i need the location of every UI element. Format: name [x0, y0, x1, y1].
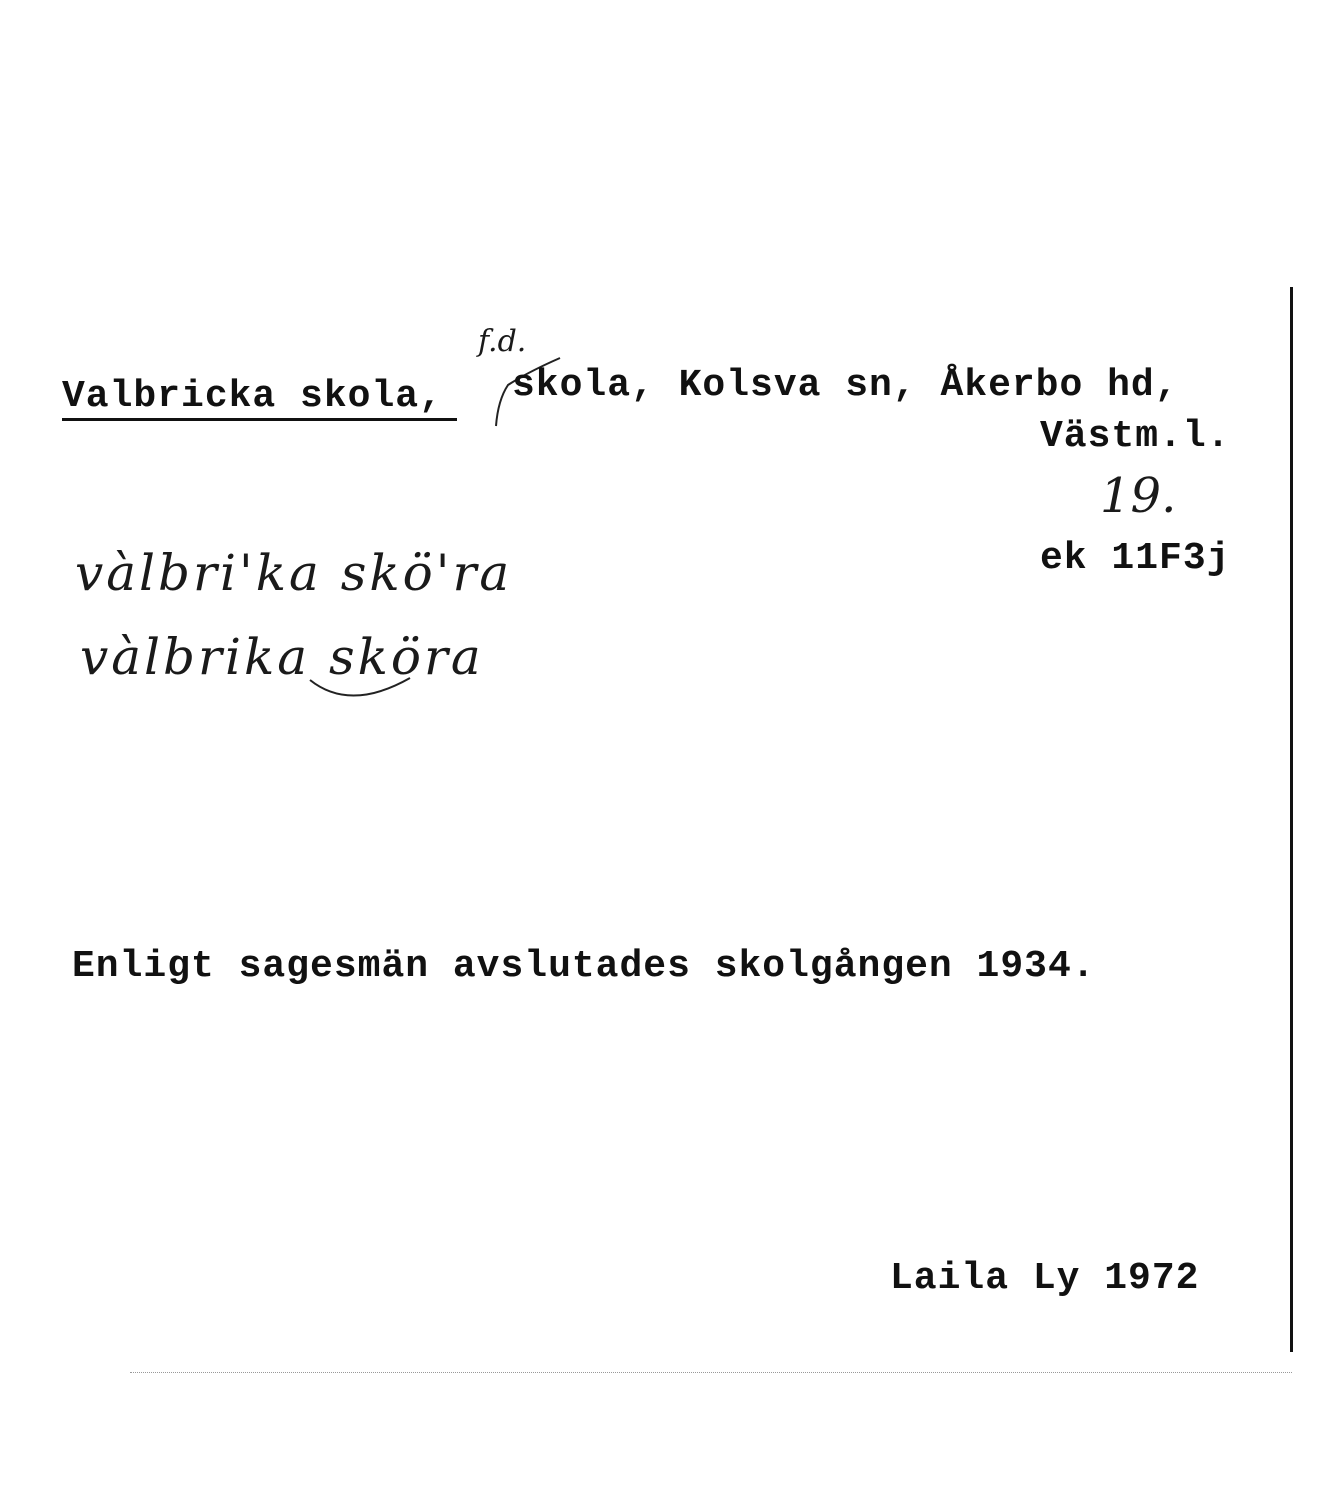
headword: Valbricka skola, — [62, 375, 443, 418]
pronunciation-line-1: vàlbri'ka skö'ra — [75, 544, 513, 602]
location-line: skola, Kolsva sn, Åkerbo hd, — [512, 364, 1179, 407]
insert-note: f.d. — [478, 324, 527, 359]
card-right-edge — [1290, 287, 1293, 1352]
map-reference: ek 11F3j — [1040, 537, 1231, 580]
card-bottom-edge — [130, 1372, 1292, 1374]
signature: Laila Ly 1972 — [890, 1257, 1200, 1300]
informant-note: Enligt sagesmän avslutades skolgången 1934. — [72, 945, 1096, 988]
card-number: 19. — [1100, 468, 1177, 524]
pronunciation-line-2: vàlbrika sköra — [80, 628, 484, 686]
headword-underline — [62, 418, 457, 421]
county: Västm.l. — [1040, 415, 1231, 458]
